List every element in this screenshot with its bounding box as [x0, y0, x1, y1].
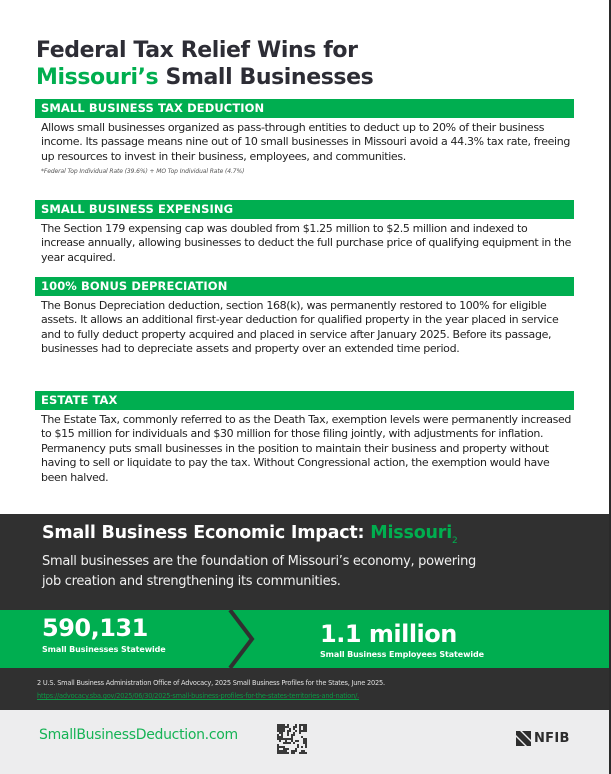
chevron-right-icon: [222, 610, 262, 668]
logo-text: NFIB: [534, 730, 570, 746]
nfib-logo: [516, 730, 570, 746]
section-bonus-depreciation: [35, 277, 574, 357]
title-line-2: Small Businesses: [158, 65, 374, 90]
impact-title: [42, 523, 458, 546]
source-link[interactable]: https://advocacy.sba.gov/2025/06/30/2025-small-business-profiles-for-the-states-territories-and-nation/.: [37, 692, 360, 700]
section-expensing: [35, 200, 574, 265]
section-body: The Bonus Depreciation deduction, section 168(k), was permanently restored to 100% for eligible assets. It allows an additional first-year deduction for qualified property in the year placed in service and to fully deduct property acquired and placed in service after January 2025. Before its passage, businesses had to depreciate assets and property over an extended time period.: [41, 299, 559, 356]
section-estate-tax: [35, 391, 574, 485]
source-citation: 2 U.S. Small Business Administration Office of Advocacy, 2025 Small Business Profiles for the States, June 2025.: [37, 679, 385, 687]
stat-small-businesses-label: Small Businesses Statewide: [42, 645, 166, 654]
impact-subtitle: Small businesses are the foundation of Missouri’s economy, powering job creation and strengthening its communities.: [42, 554, 477, 589]
qr-code-icon[interactable]: [277, 724, 307, 754]
title-state: Missouri’s: [36, 65, 159, 90]
section-tax-deduction: [35, 99, 574, 175]
section-heading: SMALL BUSINESS EXPENSING: [35, 200, 574, 219]
section-heading: ESTATE TAX: [35, 391, 574, 410]
section-body: Allows small businesses organized as pass-through entities to deduct up to 20% of their business income. Its passage means nine out of 10 small businesses in Missouri avoid a 44.3% tax rate, freeing up resources to invest in their business, employees, and communities.: [41, 121, 571, 163]
section-body: The Estate Tax, commonly referred to as the Death Tax, exemption levels were permanently increased to $15 million for individuals and $30 million for those filing jointly, with adjustments for inflation. Permanency puts small businesses in the position to maintain their business and property without having to sell or liquidate to pay the tax. Without Congressional action, the exemption would have been halved.: [41, 413, 572, 484]
website-link[interactable]: SmallBusinessDeduction.com: [39, 727, 238, 743]
section-footnote: *Federal Top Individual Rate (39.6%) + MO Top Individual Rate (4.7%): [41, 168, 245, 176]
title-line-1: Federal Tax Relief Wins for: [36, 38, 358, 63]
section-body: The Section 179 expensing cap was doubled from $1.25 million to $2.5 million and indexed to increase annually, allowing businesses to deduct the full purchase price of qualifying equipment in the year acquired.: [41, 222, 572, 264]
page-title: [36, 37, 373, 91]
footnote-marker: 2: [452, 536, 458, 546]
stat-small-businesses-value: 590,131: [42, 614, 148, 642]
impact-state: Missouri: [370, 523, 453, 543]
impact-title-text: Small Business Economic Impact:: [42, 523, 371, 543]
stat-employees-value: 1.1 million: [320, 620, 457, 648]
stat-employees-label: Small Business Employees Statewide: [320, 650, 484, 659]
nfib-logo-icon: [516, 731, 531, 746]
section-heading: 100% BONUS DEPRECIATION: [35, 277, 574, 296]
section-heading: SMALL BUSINESS TAX DEDUCTION: [35, 99, 574, 118]
